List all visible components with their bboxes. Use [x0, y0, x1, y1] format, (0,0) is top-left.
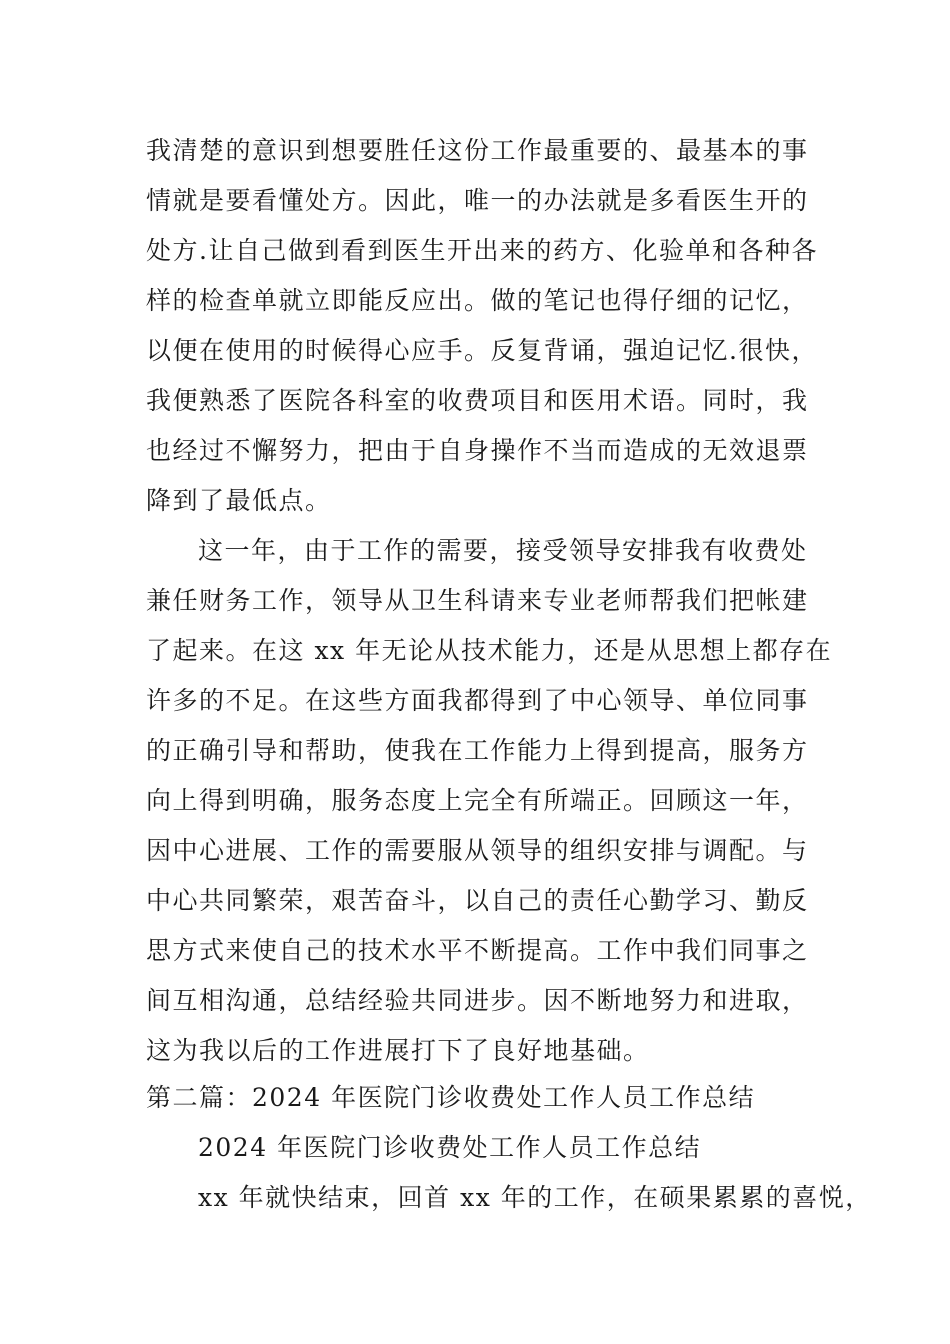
- body-text-line: 了起来。在这 xx 年无论从技术能力，还是从思想上都存在: [146, 636, 833, 665]
- body-text-line: 我便熟悉了医院各科室的收费项目和医用术语。同时，我: [146, 386, 809, 415]
- body-text-line: 降到了最低点。: [146, 486, 332, 515]
- body-text-line: 间互相沟通，总结经验共同进步。因不断地努力和进取，: [146, 986, 809, 1015]
- body-text-line: 我清楚的意识到想要胜任这份工作最重要的、最基本的事: [146, 136, 809, 165]
- body-text-line: 样的检查单就立即能反应出。做的笔记也得仔细的记忆，: [146, 286, 809, 315]
- body-text-line: 向上得到明确，服务态度上完全有所端正。回顾这一年，: [146, 786, 809, 815]
- section-title: 2024 年医院门诊收费处工作人员工作总结: [198, 1133, 702, 1162]
- body-text-line: 也经过不懈努力，把由于自身操作不当而造成的无效退票: [146, 436, 809, 465]
- paragraph-start-line: 这一年，由于工作的需要，接受领导安排我有收费处: [198, 536, 808, 565]
- body-text-line: 因中心进展、工作的需要服从领导的组织安排与调配。与: [146, 836, 809, 865]
- body-text-line: 中心共同繁荣，艰苦奋斗，以自己的责任心勤学习、勤反: [146, 886, 809, 915]
- body-text-line: 的正确引导和帮助，使我在工作能力上得到提高，服务方: [146, 736, 809, 765]
- section-heading: 第二篇：2024 年医院门诊收费处工作人员工作总结: [146, 1083, 756, 1112]
- body-text-line: 以便在使用的时候得心应手。反复背诵，强迫记忆.很快，: [146, 336, 818, 365]
- paragraph-start-line: xx 年就快结束，回首 xx 年的工作，在硕果累累的喜悦，: [198, 1183, 872, 1212]
- body-text-line: 情就是要看懂处方。因此，唯一的办法就是多看医生开的: [146, 186, 809, 215]
- body-text-line: 处方.让自己做到看到医生开出来的药方、化验单和各种各: [146, 236, 818, 265]
- body-text-line: 思方式来使自己的技术水平不断提高。工作中我们同事之: [146, 936, 809, 965]
- body-text-line: 兼任财务工作，领导从卫生科请来专业老师帮我们把帐建: [146, 586, 809, 615]
- body-text-line: 这为我以后的工作进展打下了良好地基础。: [146, 1036, 650, 1065]
- body-text-line: 许多的不足。在这些方面我都得到了中心领导、单位同事: [146, 686, 809, 715]
